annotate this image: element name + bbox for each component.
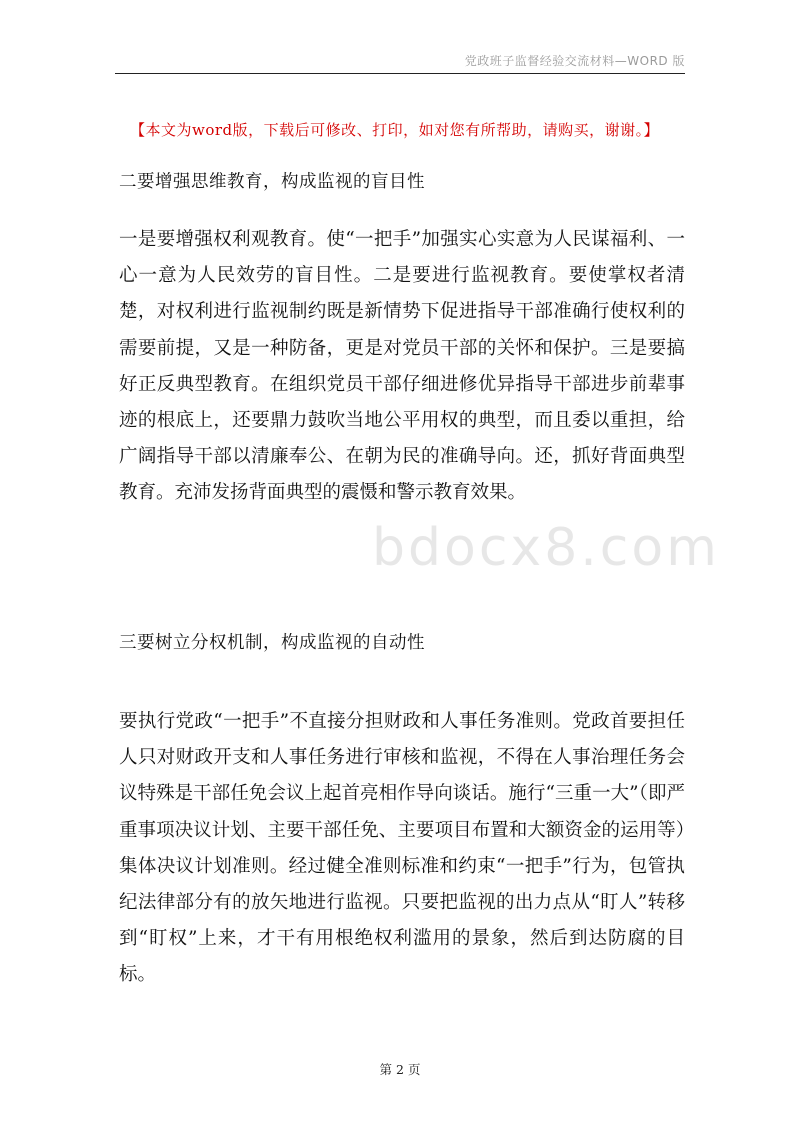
section-paragraph-1: 一是要增强权利观教育。使“一把手”加强实心实意为人民谋福利、一心一意为人民效劳的盲目性。二是要进行监视教育。要使掌权者清楚，对权利进行监视制约既是新情势下促进指导干部准确行使权利的需要前提，又是一种防备，更是对党员干部的关怀和保护。三是要搞好正反典型教育。在组织党员干部仔细进修优异指导干部进步前辈事迹的根底上，还要鼎力鼓吹当地公平用权的典型，而且委以重担，给广阔指导干部以清廉奉公、在朝为民的准确导向。还，抓好背面典型教育。充沛发扬背面典型的震慑和警示教育效果。 xyxy=(119,229,685,504)
section-heading-1: 二要增强思维教育，构成监视的盲目性 xyxy=(119,172,425,192)
page-header-title: 党政班子监督经验交流材料—WORD 版 xyxy=(464,54,685,68)
header-divider xyxy=(115,73,685,74)
page-number: 第 2 页 xyxy=(379,1062,421,1077)
watermark: bdocx8.com xyxy=(372,518,720,578)
purchase-notice: 【本文为word版，下载后可修改、打印，如对您有所帮助，请购买，谢谢。】 xyxy=(130,121,660,139)
section-paragraph-2: 要执行党政“一把手”不直接分担财政和人事任务准则。党政首要担任人只对财政开支和人事任务进行审核和监视，不得在人事治理任务会议特殊是干部任免会议上起首亮相作导向谈话。施行“三重一大”（即严重事项决议计划、主要干部任免、主要项目布置和大额资金的运用等）集体决议计划准则。经过健全准则标准和约束“一把手”行为，包管执纪法律部分有的放矢地进行监视。只要把监视的出力点从“盯人”转移到“盯权”上来，才干有用根绝权利滥用的景象，然后到达防腐的目标。 xyxy=(119,711,685,986)
section-heading-2: 三要树立分权机制，构成监视的自动性 xyxy=(119,633,425,653)
